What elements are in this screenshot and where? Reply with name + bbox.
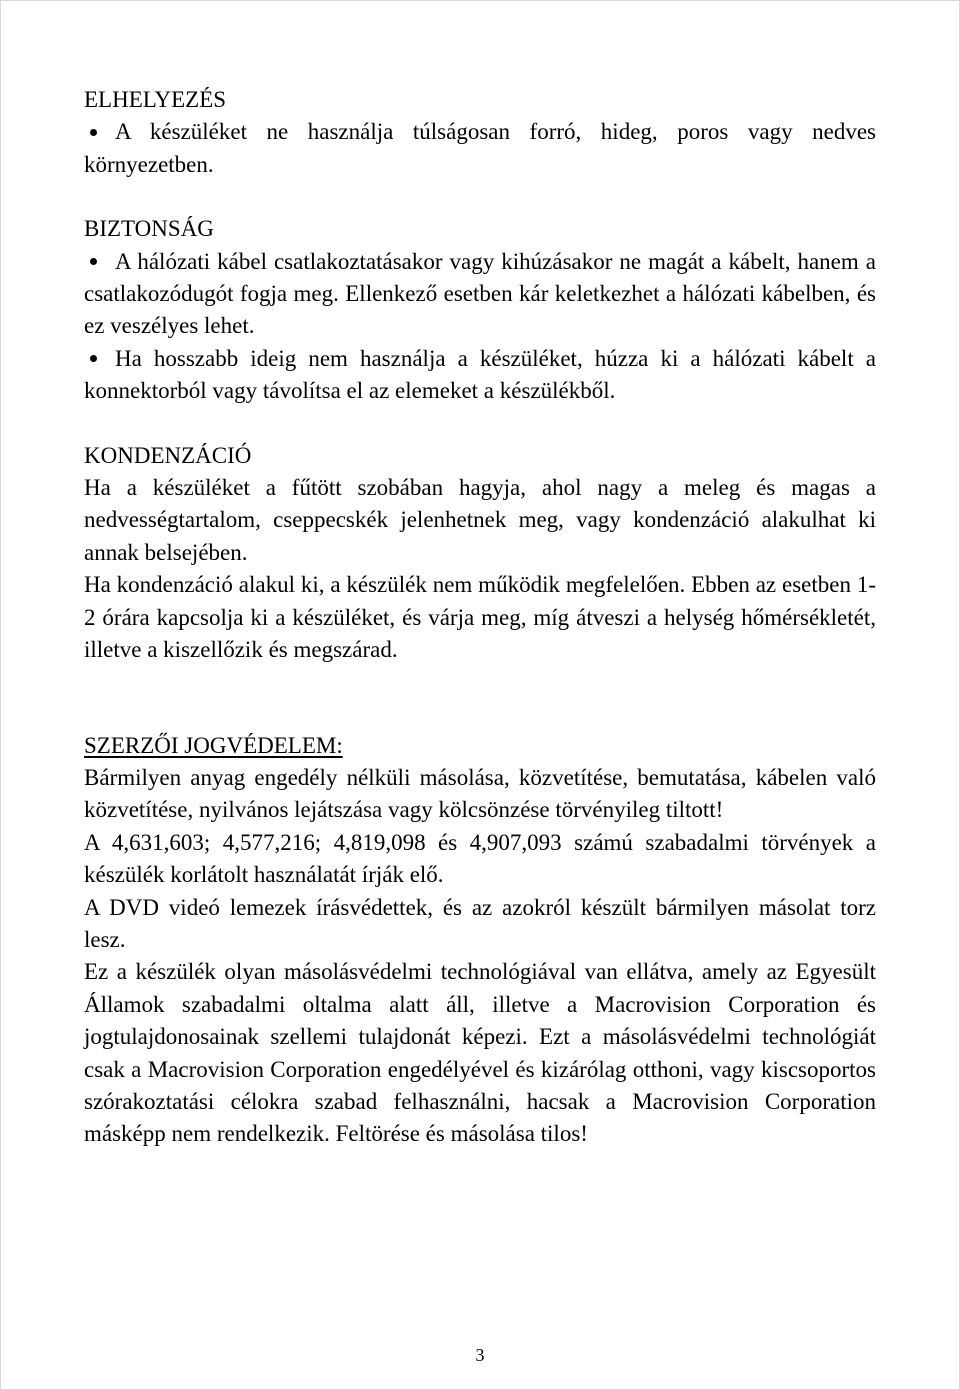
list-item-text: A hálózati kábel csatlakoztatásakor vagy kihúzásakor ne magát a kábelt, hanem a csatlakozódugót fogja meg. Ellenkező esetben kár keletkezhet a hálózati kábelben, és ez veszélyes lehet. <box>84 248 876 339</box>
section-title-condensation: KONDENZÁCIÓ <box>84 442 252 468</box>
spacer <box>84 408 876 440</box>
bullet-icon <box>90 355 97 362</box>
paragraph: Ha kondenzáció alakul ki, a készülék nem működik megfelelően. Ebben az esetben 1-2 órára kapcsolja ki a készüléket, és várja meg, míg átveszi a helység hőmérsékletét, illetve a kiszellőzik és megszárad. <box>84 572 876 663</box>
document-body <box>84 84 876 1151</box>
list-item <box>84 246 876 343</box>
safety-list <box>84 246 876 408</box>
section-title-safety: BIZTONSÁG <box>84 216 214 242</box>
placement-list <box>84 116 876 181</box>
paragraph: A DVD videó lemezek írásvédettek, és az azokról készült bármilyen másolat torz lesz. <box>84 894 876 952</box>
section-title-copyright: SZERZŐI JOGVÉDELEM: <box>84 732 343 758</box>
list-item-text: Ha hosszabb ideig nem használja a készüléket, húzza ki a hálózati kábelt a konnektorból vagy távolítsa el az elemeket a készülékből. <box>84 345 876 404</box>
section-copyright <box>84 730 876 1151</box>
section-condensation <box>84 440 876 667</box>
paragraph: Ez a készülék olyan másolásvédelmi technológiával van ellátva, amely az Egyesült Államok szabadalmi oltalma alatt áll, illetve a Macrovision Corporation és jogtulajdonosainak szellemi tulajdonát képezi. Ezt a másolásvédelmi technológiát csak a Macrovision Corporation engedélyével és kizárólag otthoni, vagy kiscsoportos szórakoztatási célokra szabad felhasználni, hacsak a Macrovision Corporation másképp nem rendelkezik. Feltörése és másolása tilos! <box>84 959 876 1147</box>
list-item-text: A készüléket ne használja túlságosan forró, hideg, poros vagy nedves környezetben. <box>84 119 876 177</box>
list-item <box>84 343 876 408</box>
paragraph: Ha a készüléket a fűtött szobában hagyja, ahol nagy a meleg és magas a nedvességtartalom, cseppecskék jelenhetnek meg, vagy kondenzáció alakulhat ki annak belsejében. <box>84 475 876 565</box>
section-placement <box>84 84 876 181</box>
bullet-icon <box>90 129 97 136</box>
section-title-placement: ELHELYEZÉS <box>84 87 227 112</box>
page-number: 3 <box>475 1345 485 1365</box>
bullet-icon <box>90 258 97 265</box>
paragraph: A 4,631,603; 4,577,216; 4,819,098 és 4,907,093 számú szabadalmi törvények a készülék korlátolt használatát írják elő. <box>84 829 876 888</box>
section-safety <box>84 213 876 407</box>
spacer <box>84 181 876 213</box>
paragraph: Bármilyen anyag engedély nélküli másolása, közvetítése, bemutatása, kábelen való közvetítése, nyilvános lejátszása vagy kölcsönzése törvényileg tiltott! <box>84 764 876 823</box>
spacer <box>84 667 876 730</box>
list-item <box>84 116 876 181</box>
